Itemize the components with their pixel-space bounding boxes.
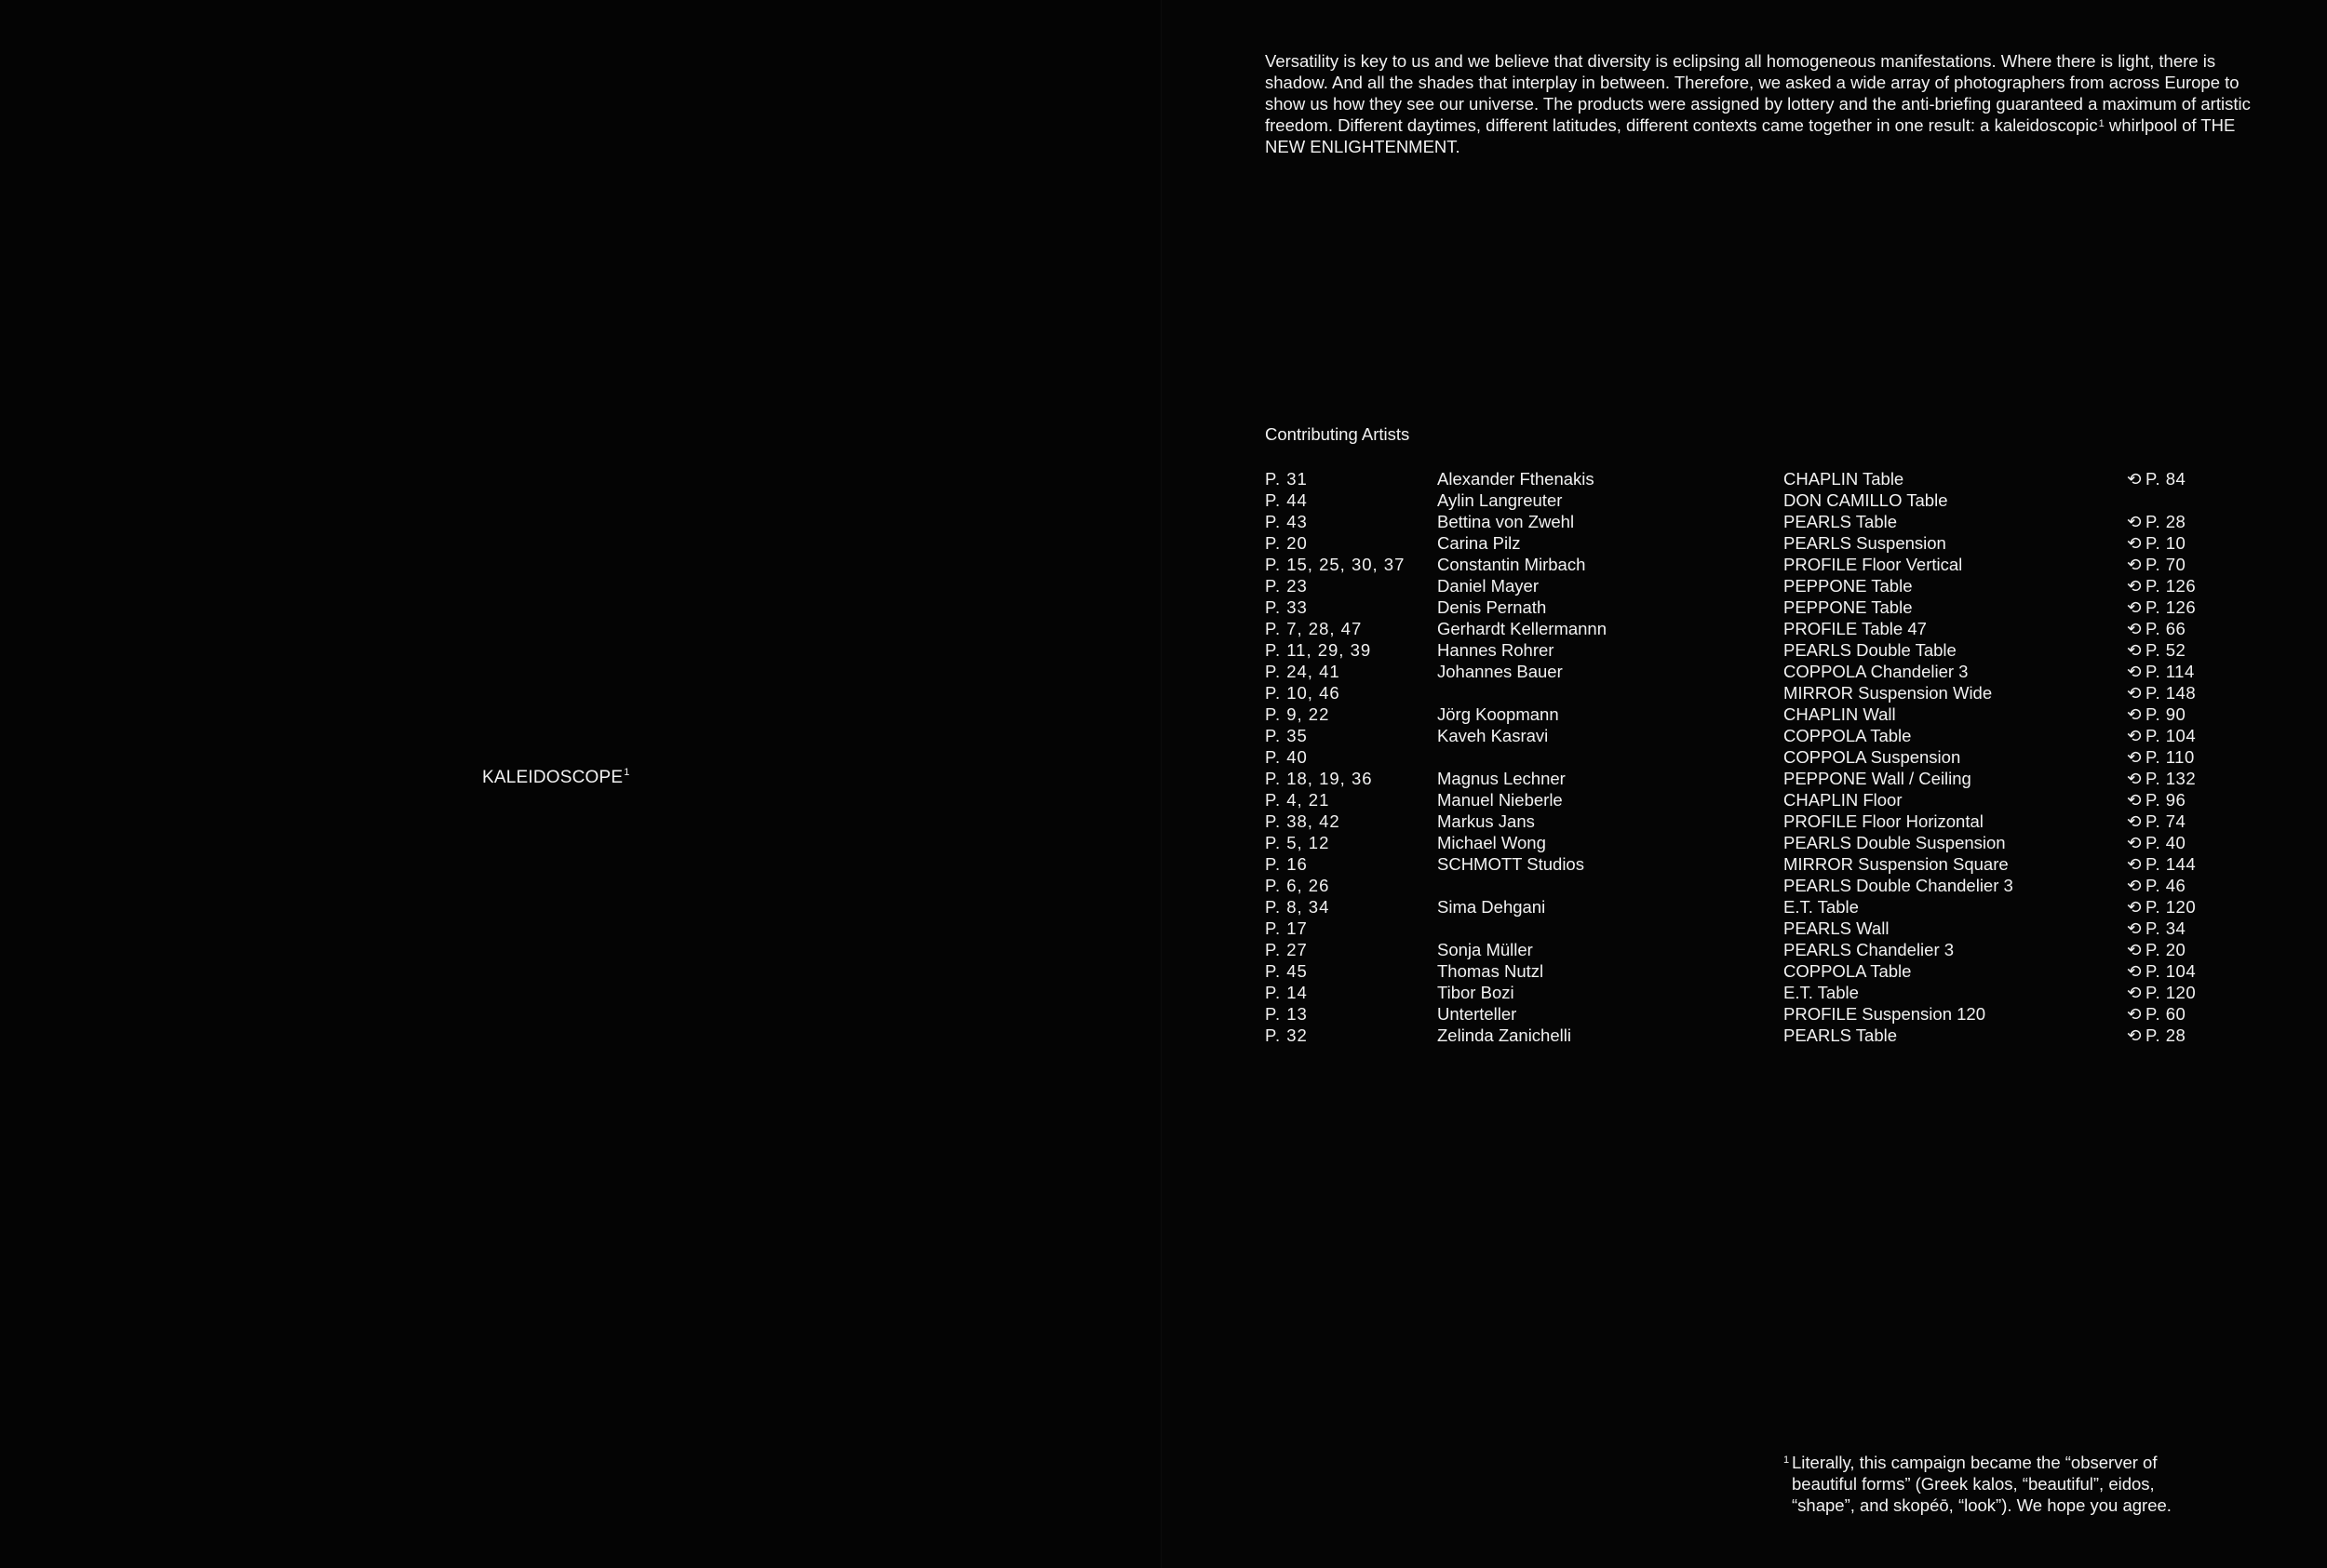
- contributor-product-ref: [2127, 746, 2298, 768]
- contributor-row: [1265, 532, 2298, 554]
- contributor-artist: Carina Pilz: [1437, 533, 1521, 553]
- contributor-product-ref: [2127, 939, 2298, 960]
- contributor-pages: P. 13: [1265, 1004, 1308, 1024]
- return-arrow-icon: ⟲: [2127, 533, 2143, 553]
- intro-text-end: whirlpool of THE NEW ENLIGHTENMENT.: [1265, 115, 2236, 156]
- page-title: [482, 768, 630, 788]
- contributor-row: [1265, 661, 2298, 682]
- contributor-pages: P. 20: [1265, 533, 1308, 553]
- contributor-row: [1265, 596, 2298, 618]
- contributor-product-ref: [2127, 960, 2298, 982]
- contributor-pages: P. 35: [1265, 726, 1308, 745]
- contributor-pages: P. 27: [1265, 940, 1308, 959]
- contributors-table-body: [1265, 468, 2298, 1046]
- contributor-artist: Kaveh Kasravi: [1437, 726, 1549, 745]
- contributor-product-ref: [2127, 1003, 2298, 1025]
- contributor-product: PEPPONE Table: [1783, 597, 1913, 617]
- contributor-product: PEPPONE Table: [1783, 576, 1913, 596]
- return-arrow-icon: ⟲: [2127, 1004, 2143, 1024]
- contributor-artist: Aylin Langreuter: [1437, 490, 1563, 510]
- contributor-artist: Bettina von Zwehl: [1437, 512, 1575, 531]
- contributor-ref-page: P. 120: [2145, 897, 2197, 917]
- contributor-product-ref: [2127, 682, 2298, 704]
- contributor-ref-page: P. 28: [2145, 1025, 2186, 1045]
- contributor-product: PEARLS Double Suspension: [1783, 833, 2006, 852]
- return-arrow-icon: ⟲: [2127, 876, 2143, 895]
- return-arrow-icon: ⟲: [2127, 662, 2143, 681]
- contributor-product-ref: [2127, 468, 2298, 489]
- return-arrow-icon: ⟲: [2127, 940, 2143, 959]
- contributor-product: PEARLS Double Table: [1783, 640, 1957, 660]
- contributor-artist: [1437, 918, 1783, 939]
- contributor-product-ref: [2127, 789, 2298, 811]
- contributor-row: [1265, 468, 2298, 489]
- contributor-ref-page: P. 126: [2145, 597, 2197, 617]
- contributor-row: [1265, 832, 2298, 853]
- return-arrow-icon: ⟲: [2127, 576, 2143, 596]
- contributor-ref-page: P. 90: [2145, 704, 2186, 724]
- contributor-artist: Hannes Rohrer: [1437, 640, 1554, 660]
- contributor-product-ref: [2127, 832, 2298, 853]
- contributor-product-ref: [2127, 853, 2298, 875]
- contributor-row: [1265, 982, 2298, 1003]
- contributor-pages: P. 40: [1265, 747, 1308, 767]
- contributor-product: CHAPLIN Wall: [1783, 704, 1896, 724]
- contributor-pages: P. 5, 12: [1265, 833, 1330, 852]
- return-arrow-icon: ⟲: [2127, 769, 2143, 788]
- contributor-artist: Markus Jans: [1437, 811, 1535, 831]
- contributor-row: [1265, 768, 2298, 789]
- contributor-product: DON CAMILLO Table: [1783, 490, 1948, 510]
- contributor-ref-page: P. 148: [2145, 683, 2197, 703]
- contributor-product-ref: [2127, 489, 2298, 511]
- intro-paragraph: [1265, 50, 2280, 157]
- contributor-ref-page: P. 96: [2145, 790, 2186, 810]
- contributor-pages: P. 15, 25, 30, 37: [1265, 555, 1406, 574]
- return-arrow-icon: ⟲: [2127, 1025, 2143, 1045]
- contributor-product: PROFILE Floor Horizontal: [1783, 811, 1984, 831]
- contributor-row: [1265, 939, 2298, 960]
- contributor-pages: P. 32: [1265, 1025, 1308, 1045]
- contributor-artist: Unterteller: [1437, 1004, 1517, 1024]
- contributor-ref-page: P. 104: [2145, 961, 2197, 981]
- contributor-ref-page: P. 34: [2145, 918, 2186, 938]
- contributor-pages: P. 16: [1265, 854, 1308, 874]
- contributor-ref-page: P. 28: [2145, 512, 2186, 531]
- contributor-row: [1265, 618, 2298, 639]
- contributor-row: [1265, 704, 2298, 725]
- contributor-product-ref: [2127, 811, 2298, 832]
- contributor-pages: P. 9, 22: [1265, 704, 1330, 724]
- return-arrow-icon: ⟲: [2127, 854, 2143, 874]
- contributor-pages: P. 11, 29, 39: [1265, 640, 1372, 660]
- contributor-artist: Sima Dehgani: [1437, 897, 1546, 917]
- contributor-product-ref: [2127, 704, 2298, 725]
- contributor-ref-page: P. 114: [2145, 662, 2195, 681]
- contributor-row: [1265, 1003, 2298, 1025]
- contributor-pages: P. 14: [1265, 983, 1308, 1002]
- contributor-pages: P. 7, 28, 47: [1265, 619, 1363, 638]
- contributor-row: [1265, 575, 2298, 596]
- contributor-product: PEARLS Chandelier 3: [1783, 940, 1955, 959]
- contributor-product-ref: [2127, 982, 2298, 1003]
- contributor-pages: P. 18, 19, 36: [1265, 769, 1373, 788]
- contributor-product: MIRROR Suspension Square: [1783, 854, 2009, 874]
- contributor-product: E.T. Table: [1783, 983, 1859, 1002]
- contributor-artist: [1437, 746, 1783, 768]
- contributor-product: E.T. Table: [1783, 897, 1859, 917]
- contributor-artist: Gerhardt Kellermannn: [1437, 619, 1607, 638]
- contributor-product: PEARLS Table: [1783, 1025, 1898, 1045]
- left-page: [0, 0, 1162, 1568]
- contributor-row: [1265, 960, 2298, 982]
- contributor-product: PROFILE Table 47: [1783, 619, 1927, 638]
- contributor-pages: P. 10, 46: [1265, 683, 1340, 703]
- contributor-artist: Magnus Lechner: [1437, 769, 1566, 788]
- contributor-artist: Thomas Nutzl: [1437, 961, 1544, 981]
- return-arrow-icon: ⟲: [2127, 555, 2143, 574]
- contributor-row: [1265, 746, 2298, 768]
- contributor-ref-page: P. 70: [2145, 555, 2186, 574]
- contributor-artist: [1437, 682, 1783, 704]
- contributor-product: COPPOLA Table: [1783, 961, 1912, 981]
- contributor-product: COPPOLA Table: [1783, 726, 1912, 745]
- footnote-mark: 1: [624, 767, 630, 778]
- contributor-product: MIRROR Suspension Wide: [1783, 683, 1993, 703]
- contributor-product: PEARLS Table: [1783, 512, 1898, 531]
- contributor-artist: Jörg Koopmann: [1437, 704, 1559, 724]
- contributor-product-ref: [2127, 896, 2298, 918]
- contributor-artist: SCHMOTT Studios: [1437, 854, 1584, 874]
- footnote-text: Literally, this campaign became the “observer of beautiful forms” (Greek kalos, “beautiful”, eidos, “shape”, and skopéō, “look”). We hope you agree.: [1792, 1453, 2172, 1515]
- contributor-artist: Manuel Nieberle: [1437, 790, 1563, 810]
- contributor-pages: P. 31: [1265, 469, 1308, 489]
- contributor-pages: P. 24, 41: [1265, 662, 1340, 681]
- footnote-mark: 1: [1783, 1454, 1790, 1466]
- contributor-row: [1265, 896, 2298, 918]
- return-arrow-icon: ⟲: [2127, 704, 2143, 724]
- intro-footnote-mark: 1: [2098, 118, 2105, 129]
- contributor-pages: P. 6, 26: [1265, 876, 1330, 895]
- footnote: [1783, 1452, 2221, 1516]
- contributor-artist: Zelinda Zanichelli: [1437, 1025, 1571, 1045]
- contributor-product-ref: [2127, 596, 2298, 618]
- contributors-table: [1265, 468, 2298, 1046]
- contributor-ref-page: P. 20: [2145, 940, 2186, 959]
- contributor-artist: Alexander Fthenakis: [1437, 469, 1594, 489]
- contributor-product: CHAPLIN Floor: [1783, 790, 1903, 810]
- contributor-artist: Denis Pernath: [1437, 597, 1547, 617]
- contributor-product: COPPOLA Chandelier 3: [1783, 662, 1969, 681]
- contributor-artist: Constantin Mirbach: [1437, 555, 1586, 574]
- return-arrow-icon: ⟲: [2127, 726, 2143, 745]
- contributor-artist: Johannes Bauer: [1437, 662, 1563, 681]
- contributor-product-ref: [2127, 768, 2298, 789]
- contributor-product-ref: [2127, 639, 2298, 661]
- contributor-ref-page: P. 132: [2145, 769, 2197, 788]
- contributor-product-ref: [2127, 918, 2298, 939]
- return-arrow-icon: ⟲: [2127, 597, 2143, 617]
- contributor-ref-page: P. 10: [2145, 533, 2186, 553]
- contributor-row: [1265, 682, 2298, 704]
- contributor-pages: P. 45: [1265, 961, 1308, 981]
- contributor-pages: P. 44: [1265, 490, 1308, 510]
- contributor-row: [1265, 639, 2298, 661]
- contributor-row: [1265, 789, 2298, 811]
- contributor-product: COPPOLA Suspension: [1783, 747, 1961, 767]
- contributor-artist: Michael Wong: [1437, 833, 1546, 852]
- contributor-artist: Sonja Müller: [1437, 940, 1533, 959]
- contributor-pages: P. 23: [1265, 576, 1308, 596]
- contributor-ref-page: P. 60: [2145, 1004, 2186, 1024]
- contributor-ref-page: P. 66: [2145, 619, 2186, 638]
- contributor-pages: P. 17: [1265, 918, 1308, 938]
- contributor-row: [1265, 725, 2298, 746]
- return-arrow-icon: ⟲: [2127, 961, 2143, 981]
- return-arrow-icon: ⟲: [2127, 683, 2143, 703]
- contributor-ref-page: P. 110: [2145, 747, 2195, 767]
- contributor-pages: P. 38, 42: [1265, 811, 1340, 831]
- contributor-pages: P. 43: [1265, 512, 1308, 531]
- contributor-row: [1265, 511, 2298, 532]
- page-title-text: KALEIDOSCOPE: [482, 768, 624, 787]
- contributor-product: CHAPLIN Table: [1783, 469, 1904, 489]
- contributor-product-ref: [2127, 661, 2298, 682]
- contributor-ref-page: P. 40: [2145, 833, 2186, 852]
- contributor-ref-page: P. 144: [2145, 854, 2197, 874]
- contributor-product-ref: [2127, 1025, 2298, 1046]
- return-arrow-icon: ⟲: [2127, 640, 2143, 660]
- contributor-product-ref: [2127, 875, 2298, 896]
- return-arrow-icon: ⟲: [2127, 512, 2143, 531]
- intro-text: Versatility is key to us and we believe that diversity is eclipsing all homogeneous manifestations. Where there is light, there is shadow. And all the shades that interplay in between. Therefore, we asked a wide array of photographers from across Europe to show us how they see our universe. The products were assigned by lottery and the anti-briefing guaranteed a maximum of artistic freedom. Different daytimes, different latitudes, different contexts came together in one result: a kaleidoscopic: [1265, 51, 2251, 135]
- contributor-ref-page: P. 126: [2145, 576, 2197, 596]
- contributor-row: [1265, 811, 2298, 832]
- contributor-row: [1265, 1025, 2298, 1046]
- contributor-row: [1265, 875, 2298, 896]
- contributor-product-ref: [2127, 725, 2298, 746]
- contributor-product-ref: [2127, 532, 2298, 554]
- contributor-artist: Daniel Mayer: [1437, 576, 1539, 596]
- contributor-ref-page: P. 52: [2145, 640, 2186, 660]
- return-arrow-icon: ⟲: [2127, 983, 2143, 1002]
- contributor-product: PEARLS Suspension: [1783, 533, 1946, 553]
- return-arrow-icon: ⟲: [2127, 619, 2143, 638]
- contributor-product-ref: [2127, 554, 2298, 575]
- contributors-heading: Contributing Artists: [1265, 424, 1410, 444]
- return-arrow-icon: ⟲: [2127, 897, 2143, 917]
- return-arrow-icon: ⟲: [2127, 469, 2143, 489]
- return-arrow-icon: ⟲: [2127, 833, 2143, 852]
- contributor-product-ref: [2127, 575, 2298, 596]
- contributor-row: [1265, 554, 2298, 575]
- contributor-product: PEARLS Double Chandelier 3: [1783, 876, 2013, 895]
- contributor-product: PEARLS Wall: [1783, 918, 1890, 938]
- return-arrow-icon: ⟲: [2127, 811, 2143, 831]
- contributor-product: PEPPONE Wall / Ceiling: [1783, 769, 1971, 788]
- return-arrow-icon: ⟲: [2127, 747, 2143, 767]
- contributor-product: PROFILE Floor Vertical: [1783, 555, 1963, 574]
- contributor-row: [1265, 918, 2298, 939]
- contributor-product: PROFILE Suspension 120: [1783, 1004, 1985, 1024]
- contributor-ref-page: P. 46: [2145, 876, 2186, 895]
- contributor-ref-page: P. 120: [2145, 983, 2197, 1002]
- contributor-pages: P. 8, 34: [1265, 897, 1330, 917]
- contributor-ref-page: P. 104: [2145, 726, 2197, 745]
- contributor-artist: [1437, 875, 1783, 896]
- contributor-row: [1265, 853, 2298, 875]
- contributor-pages: P. 4, 21: [1265, 790, 1330, 810]
- return-arrow-icon: ⟲: [2127, 918, 2143, 938]
- contributor-ref-page: P. 84: [2145, 469, 2186, 489]
- contributor-pages: P. 33: [1265, 597, 1308, 617]
- contributor-product-ref: [2127, 511, 2298, 532]
- contributor-ref-page: P. 74: [2145, 811, 2186, 831]
- contributor-artist: Tibor Bozi: [1437, 983, 1514, 1002]
- contributor-product-ref: [2127, 618, 2298, 639]
- return-arrow-icon: ⟲: [2127, 790, 2143, 810]
- contributor-row: [1265, 489, 2298, 511]
